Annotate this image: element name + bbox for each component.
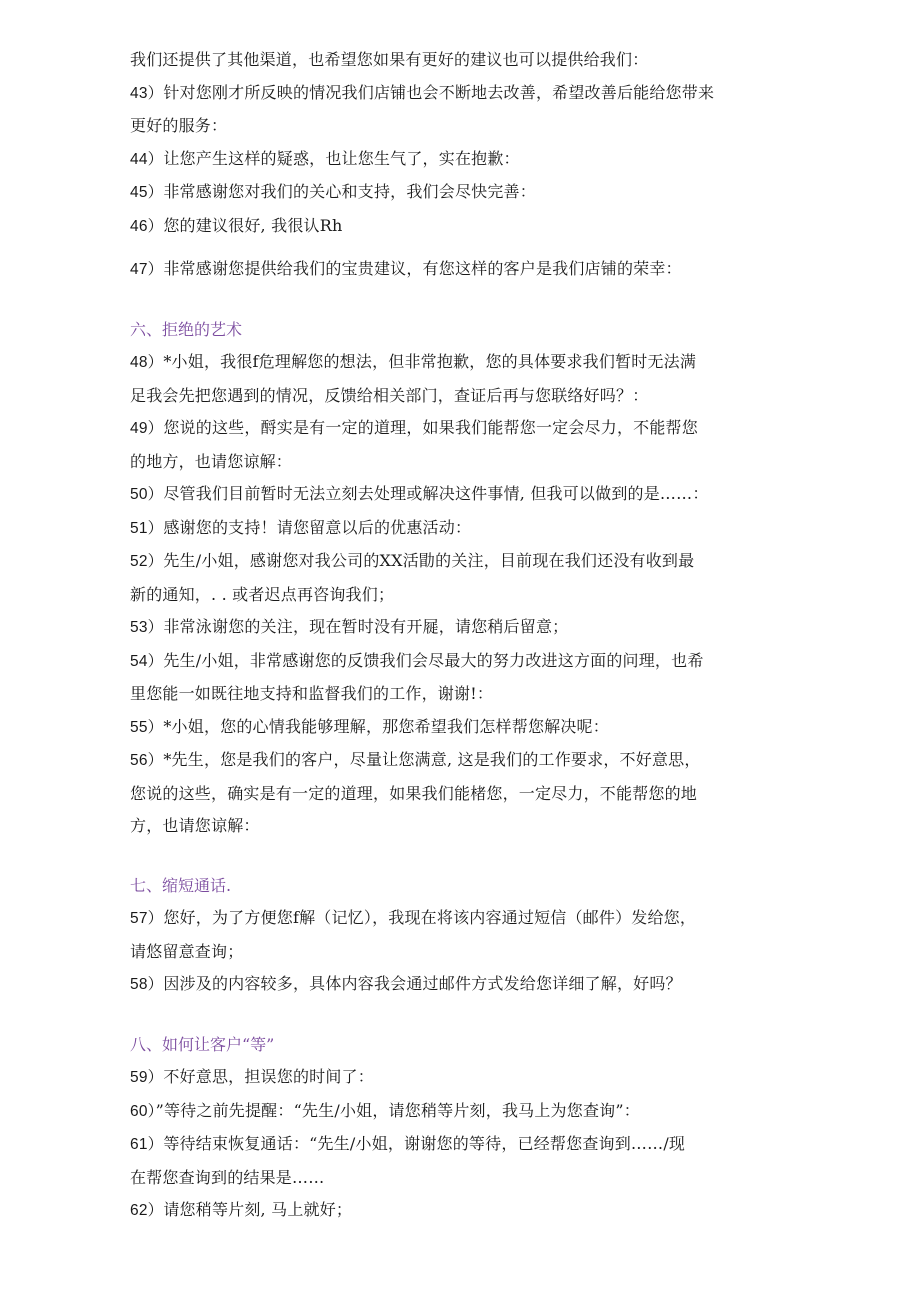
item-text: 尽管我们目前暂时无法立刻去处理或解决这件事情, 但我可以做到的是……： (163, 484, 709, 503)
item-text: 感谢您的支持！请您留意以后的优惠活动： (163, 517, 472, 537)
item-text: 因涉及的内容较多，具体内容我会通过邮件方式发给您详细了解，好吗？ (163, 974, 682, 993)
text-line (130, 44, 795, 77)
item-number: 54） (130, 652, 164, 670)
item-number: 55） (130, 718, 164, 736)
item-text: 您说的这些，酹实是有一定的道理，如果我们能帮您一定会尽力，不能帮您 (163, 418, 698, 437)
item-number: 46） (130, 217, 164, 235)
item-text: ”等待之前先提醒：“先生/小姐，请您稍等片刻，我马上为您查询”： (155, 1100, 640, 1120)
text-line (130, 1162, 795, 1195)
item-number: 44） (130, 150, 164, 168)
numbered-item (130, 1194, 795, 1228)
section-heading-text: 六、拒绝的艺术 (130, 319, 243, 339)
item-number: 61） (130, 1136, 164, 1153)
item-text: 非常感谢您对我们的关心和支持，我们会尽快完善： (163, 182, 536, 201)
item-number: 45） (130, 184, 164, 201)
text-line (130, 380, 795, 413)
numbered-item (130, 512, 795, 546)
numbered-item (130, 1095, 795, 1129)
numbered-item (130, 711, 795, 745)
item-number: 62） (130, 1202, 164, 1219)
numbered-item (130, 253, 795, 287)
line-text: 的地方，也请您谅解： (130, 451, 293, 471)
section-heading-text: 七、缩短通话. (130, 875, 232, 895)
item-number: 48） (130, 354, 164, 371)
numbered-item (130, 611, 795, 645)
text-line (130, 810, 795, 843)
item-text: 不好意思，担误您的时间了： (163, 1067, 374, 1086)
paragraph-gap (130, 287, 795, 314)
section-heading (130, 314, 795, 347)
section-heading (130, 1029, 795, 1062)
item-text: 先生/小姐，感谢您对我公司的XX活勖的关注，目前现在我们还没有收到最 (163, 551, 695, 570)
item-number: 56） (130, 752, 164, 769)
line-text: 里您能一如既往地支持和监督我们的工作，谢谢!： (130, 684, 494, 703)
text-line (130, 778, 795, 811)
item-number: 58） (130, 976, 164, 993)
paragraph-gap (130, 843, 795, 870)
item-text: *小姐，您的心情我能够理解，那您希望我们怎样帮您解决呢： (163, 716, 609, 736)
section-heading-text: 八、如何让客户“等” (130, 1034, 275, 1054)
line-text: 更好的服务： (130, 116, 228, 135)
numbered-item (130, 902, 795, 936)
text-line (130, 936, 795, 969)
line-text: 我们还提供了其他渠道，也希望您如果有更好的建议也可以提供给我们： (130, 50, 649, 69)
item-text: *先生，您是我们的客户，尽量让您满意, 这是我们的工作要求，不好意思， (163, 750, 701, 769)
line-text: 足我会先把您遇到的情况，反馈给相关部门，查证后再与您联络好吗？： (130, 385, 649, 405)
text-line (130, 678, 795, 711)
numbered-item (130, 77, 795, 111)
item-number: 52） (130, 553, 164, 570)
text-line (130, 579, 795, 612)
line-text: 方，也请您谅解： (130, 816, 260, 835)
item-number: 51） (130, 519, 164, 537)
line-text: 新的通知，. . 或者迟点再咨询我们； (130, 584, 395, 604)
numbered-item (130, 210, 795, 244)
numbered-item (130, 1128, 795, 1162)
item-number: 43） (130, 84, 164, 102)
numbered-item (130, 545, 795, 579)
item-text: 非常泳谢您的关注，现在暂时没有开屣，请您稍后留意； (163, 617, 569, 636)
item-number: 59） (130, 1069, 164, 1086)
numbered-item (130, 176, 795, 210)
item-text: *小姐，我很f危理解您的想法，但非常抱歉，您的具体要求我们暂时无法满 (163, 352, 697, 371)
numbered-item (130, 645, 795, 679)
section-heading (130, 870, 795, 903)
item-number: 47） (130, 261, 164, 278)
text-line (130, 446, 795, 479)
item-number: 49） (130, 420, 164, 437)
numbered-item (130, 478, 795, 512)
numbered-item (130, 412, 795, 446)
numbered-item (130, 744, 795, 778)
item-text: 请您稍等片刻, 马上就好； (163, 1200, 353, 1219)
document-page (130, 44, 795, 1228)
line-text: 您说的这些，确实是有一定的道理，如果我们能楮您，一定尽力，不能帮您的地 (130, 783, 698, 803)
paragraph-gap (130, 1002, 795, 1029)
numbered-item (130, 346, 795, 380)
item-number: 57） (130, 910, 164, 927)
item-text: 等待结束恢复通话：“先生/小姐，谢谢您的等待，已经帮您查询到……/现 (163, 1134, 686, 1153)
numbered-item (130, 143, 795, 177)
item-text: 非常感谢您提供给我们的宝贵建议，有您这样的客户是我们店铺的荣幸： (163, 259, 682, 278)
item-number: 60） (130, 1102, 156, 1120)
item-number: 53） (130, 619, 164, 636)
item-text: 让您产生这样的疑惑，也让您生气了，实在抱歉： (163, 148, 520, 168)
paragraph-gap (130, 243, 795, 253)
line-text: 在帮您查询到的结果是…… (130, 1167, 325, 1187)
numbered-item (130, 1061, 795, 1095)
item-text: 您好，为了方便您f解（记忆），我现在将该内容通过短信（邮件）发给您， (163, 908, 697, 927)
numbered-item (130, 968, 795, 1002)
item-number: 50） (130, 486, 164, 503)
line-text: 请悠留意查询； (130, 941, 244, 961)
item-text: 先生/小姐，非常感谢您的反馈我们会尽最大的努力改进这方面的问理，也希 (163, 650, 704, 670)
text-line (130, 110, 795, 143)
item-text: 您的建议很好, 我很认Rh (163, 215, 343, 235)
item-text: 针对您刚才所反映的情况我们店铺也会不断地去改善，希望改善后能给您带来 (163, 82, 715, 102)
